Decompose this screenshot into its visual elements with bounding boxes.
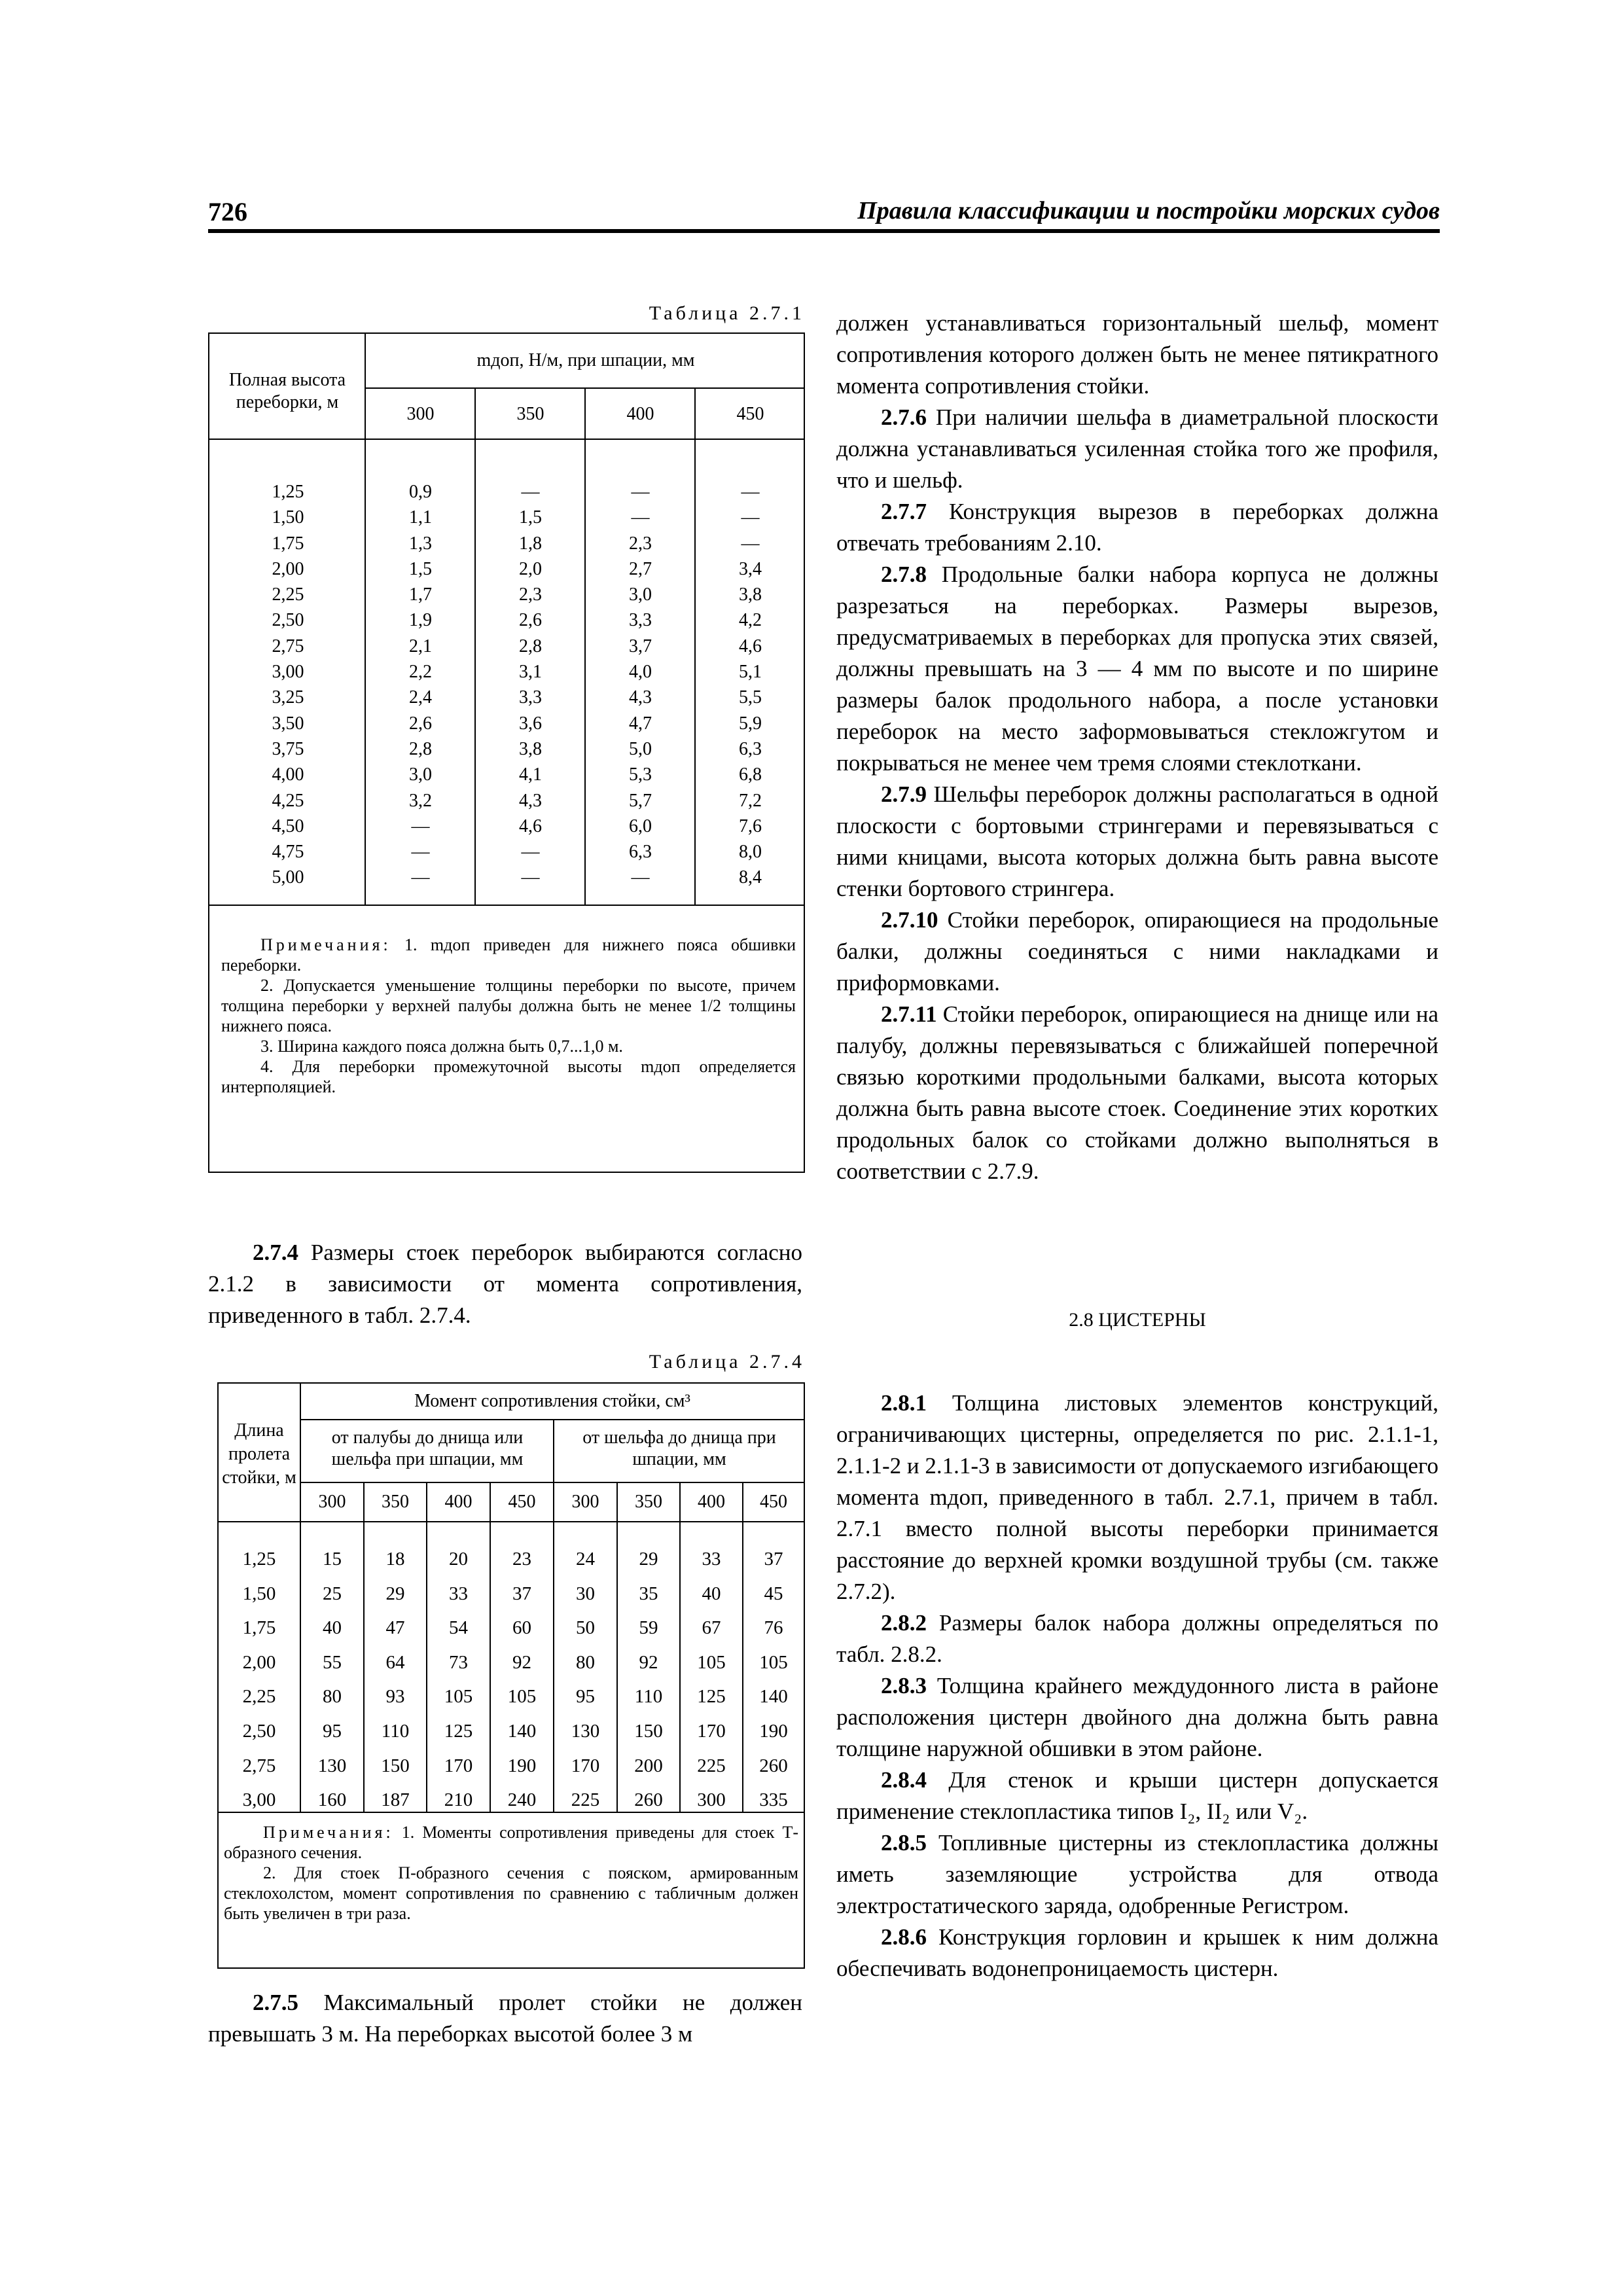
table-divider [209, 905, 804, 906]
paragraph-2-8-5 [836, 1827, 1438, 1922]
table-271-notes [221, 935, 796, 1097]
running-title: Правила классификации и постройки морских судов [857, 197, 1440, 224]
table-divider [584, 387, 586, 905]
table-274-col1-header: Длина пролета стойки, м [222, 1420, 296, 1488]
table-271-heights: 1,25 1,50 1,75 2,00 2,25 2,50 2,75 3,00 3,25 3,50 3,75 4,00 4,25 4,50 4,75 5,00 [272, 482, 304, 888]
table-271-col-350: — 1,5 1,8 2,0 2,3 2,6 2,8 3,1 3,3 3,6 3,8 4,1 4,3 4,6 — — [519, 482, 542, 888]
table-271-spacing-350: 350 [516, 404, 544, 424]
table-274-b-400: 33 40 67 105 125 170 225 300 [697, 1549, 726, 1811]
table-274-a-450: 23 37 60 92 105 140 190 240 [507, 1549, 537, 1811]
clause-number: 2.7.9 [881, 781, 927, 807]
paragraph-2-7-8 [836, 559, 1438, 779]
clause-number: 2.7.8 [881, 562, 927, 587]
note: 3. Ширина каждого пояса должна быть 0,7...1,0 м. [260, 1037, 623, 1056]
table-271-spacing-450: 450 [736, 404, 764, 424]
table-271-col-300: 0,9 1,1 1,3 1,5 1,7 1,9 2,1 2,2 2,4 2,6 2,8 3,0 3,2 — — — [409, 482, 432, 888]
paragraph-2-7-5 [208, 1987, 802, 2050]
table-274-spacing: 450 [760, 1492, 787, 1512]
paragraph-2-8-4 [836, 1765, 1438, 1827]
notes-label: Примечания: [263, 1823, 394, 1842]
note: 4. Для переборки промежуточной высоты mдоп определяется интерполяцией. [221, 1057, 796, 1096]
table-274-notes [224, 1822, 798, 1924]
paragraph-text: Конструкция горловин и крышек к ним должна обеспечивать водонепроницаемость цистерн. [836, 1924, 1438, 1981]
table-274-spacing: 350 [635, 1492, 662, 1512]
note: 1. Моменты сопротивления приведены для стоек Т-образного сечения. [224, 1823, 798, 1862]
table-274-spacing: 450 [508, 1492, 536, 1512]
table-274-a-400: 20 33 54 73 105 125 170 210 [444, 1549, 473, 1811]
table-271-col-400: — — 2,3 2,7 3,0 3,3 3,7 4,0 4,3 4,7 5,0 5,3 5,7 6,0 6,3 — [629, 482, 652, 888]
paragraph-text: Стойки переборок, опирающиеся на днище или на палубу, должны перевязываться с ближайшей поперечной связью короткими продольными балками, высота которых должна быть равна высоте стоек. Соединение этих коротких продольных балок со стойками должно выполняться в соответствии с 2.7.9. [836, 1001, 1438, 1184]
table-271 [208, 332, 805, 1173]
paragraph-text: Толщина листовых элементов конструкций, ограничивающих цистерны, определяется по рис. 2.1.1-1, 2.1.1-2 и 2.1.1-3 в зависимости от допускаемого изгибающего момента mдоп, приведенного в табл. 2.7.1, причем в табл. 2.7.1 вместо полной высоты переборки принимается расстояние до верхней кромки воздушной трубы (см. также 2.7.2). [836, 1390, 1438, 1604]
table-271-spacing-400: 400 [626, 404, 654, 424]
table-274 [217, 1382, 805, 1969]
clause-number: 2.8.1 [881, 1390, 927, 1416]
table-274-b-350: 29 35 59 92 110 150 200 260 [634, 1549, 663, 1811]
table-divider [209, 439, 804, 440]
paragraph-text: При наличии шельфа в диаметральной плоскости должна устанавливаться усиленная стойка того же профиля, что и шельф. [836, 404, 1438, 493]
table-divider [694, 387, 696, 905]
section-title-2-8: 2.8 ЦИСТЕРНЫ [1069, 1309, 1206, 1331]
note: 1. mдоп приведен для нижнего пояса обшивки переборки. [221, 935, 796, 975]
paragraph-text: Размеры балок набора должны определяться по табл. 2.8.2. [836, 1610, 1438, 1667]
table-divider [300, 1482, 804, 1483]
clause-number: 2.8.2 [881, 1610, 927, 1636]
table-274-spacing: 400 [444, 1492, 473, 1512]
clause-number: 2.7.4 [253, 1240, 298, 1265]
clause-number: 2.7.5 [253, 1990, 298, 2015]
table-274-spacing: 300 [318, 1492, 346, 1512]
table-274-b-450: 37 45 76 105 140 190 260 335 [759, 1549, 788, 1811]
clause-number: 2.8.5 [881, 1830, 927, 1856]
table-274-a-350: 18 29 47 64 93 110 150 187 [381, 1549, 410, 1811]
paragraph-text: Топливные цистерны из стеклопластика должны иметь заземляющие устройства для отвода электростатического заряда, одобренные Регистром. [836, 1830, 1438, 1918]
paragraph-2-8-2 [836, 1607, 1438, 1670]
paragraph-2-7-10 [836, 905, 1438, 999]
clause-number: 2.7.11 [881, 1001, 937, 1027]
paragraph-text: Толщина крайнего междудонного листа в районе расположения цистерн двойного дна должна быть равна толщине наружной обшивки в этом районе. [836, 1673, 1438, 1761]
table-divider [300, 1419, 804, 1420]
page-number: 726 [208, 197, 247, 226]
paragraph-2-8-3 [836, 1670, 1438, 1765]
table-274-spacing: 350 [382, 1492, 409, 1512]
paragraph-2-8-6 [836, 1922, 1438, 1984]
right-column-top [836, 308, 1438, 1187]
table-274-sub-a: от палубы до днища или шельфа при шпации, мм [331, 1427, 524, 1469]
table-274-sub-b: от шельфа до днища при шпации, мм [582, 1427, 776, 1469]
table-274-caption: Таблица 2.7.4 [649, 1351, 805, 1372]
table-274-b-300: 24 30 50 80 95 130 170 225 [571, 1549, 600, 1811]
table-274-spacing: 400 [698, 1492, 725, 1512]
table-271-col1-header: Полная высота переборки, м [228, 370, 346, 412]
table-divider [365, 334, 366, 905]
clause-number: 2.7.7 [881, 499, 927, 524]
header-rule [208, 229, 1440, 233]
paragraph-2-8-1 [836, 1388, 1438, 1607]
right-column-bottom [836, 1388, 1438, 1984]
paragraph-text: Продольные балки набора корпуса не должны разрезаться на переборках. Размеры вырезов, предусматриваемых в переборках для пропуска этих связей, должны превышать на 3 — 4 мм по высоте и по ширине размеры балок продольного набора, а после установки переборок на место заформовываться стекложгутом и покрываться не менее чем тремя слоями стеклоткани. [836, 562, 1438, 776]
table-divider [365, 387, 804, 389]
clause-number: 2.7.10 [881, 907, 938, 933]
table-271-caption: Таблица 2.7.1 [649, 302, 805, 324]
table-271-group-header: mдоп, Н/м, при шпации, мм [476, 350, 695, 370]
clause-number: 2.7.6 [881, 404, 927, 430]
paragraph-2-7-6 [836, 402, 1438, 496]
table-274-spacing: 300 [571, 1492, 599, 1512]
page-header [208, 196, 1440, 237]
clause-number: 2.8.4 [881, 1767, 927, 1793]
table-divider [474, 387, 476, 905]
clause-number: 2.8.6 [881, 1924, 927, 1950]
table-divider [219, 1521, 804, 1522]
note: 2. Допускается уменьшение толщины переборки по высоте, причем толщина переборки у верхней палубы должна быть не менее 1/2 толщины нижнего пояса. [221, 976, 796, 1035]
table-274-lengths: 1,25 1,50 1,75 2,00 2,25 2,50 2,75 3,00 [242, 1549, 276, 1811]
paragraph-text: Конструкция вырезов в переборках должна отвечать требованиям 2.10. [836, 499, 1438, 556]
table-271-col-450: — — — 3,4 3,8 4,2 4,6 5,1 5,5 5,9 6,3 6,8 7,2 7,6 8,0 8,4 [739, 482, 762, 888]
table-274-a-300: 15 25 40 55 80 95 130 160 [317, 1549, 347, 1811]
paragraph-2-7-11 [836, 999, 1438, 1187]
paragraph-text: Максимальный пролет стойки не должен превышать 3 м. На переборках высотой более 3 м [208, 1990, 802, 2047]
paragraph-2-7-7 [836, 496, 1438, 559]
table-271-spacing-300: 300 [406, 404, 435, 424]
paragraph-text: Стойки переборок, опирающиеся на продольные балки, должны соединяться с ними накладками и приформовками. [836, 907, 1438, 996]
paragraph-text: Для стенок и крыши цистерн допускается применение стеклопластика типов I₂, II₂ или V₂. [836, 1767, 1438, 1824]
clause-number: 2.8.3 [881, 1673, 927, 1698]
table-274-group-header: Момент сопротивления стойки, см³ [414, 1391, 690, 1411]
paragraph-continuation: должен устанавливаться горизонтальный шельф, момент сопротивления которого должен быть не менее пятикратного момента сопротивления стойки. [836, 310, 1438, 399]
paragraph-2-7-9 [836, 779, 1438, 905]
paragraph-text: Размеры стоек переборок выбираются согласно 2.1.2 в зависимости от момента сопротивления, приведенного в табл. 2.7.4. [208, 1240, 802, 1328]
paragraph-text: Шельфы переборок должны располагаться в одной плоскости с бортовыми стрингерами и перевязываться с ними кницами, высота которых должна быть равна высоте стенки бортового стрингера. [836, 781, 1438, 901]
notes-label: Примечания: [260, 935, 391, 954]
paragraph-2-7-4 [208, 1237, 802, 1331]
note: 2. Для стоек П-образного сечения с пояском, армированным стеклохолстом, момент сопротивления по сравнению с табличным должен быть увеличен в три раза. [224, 1863, 798, 1923]
